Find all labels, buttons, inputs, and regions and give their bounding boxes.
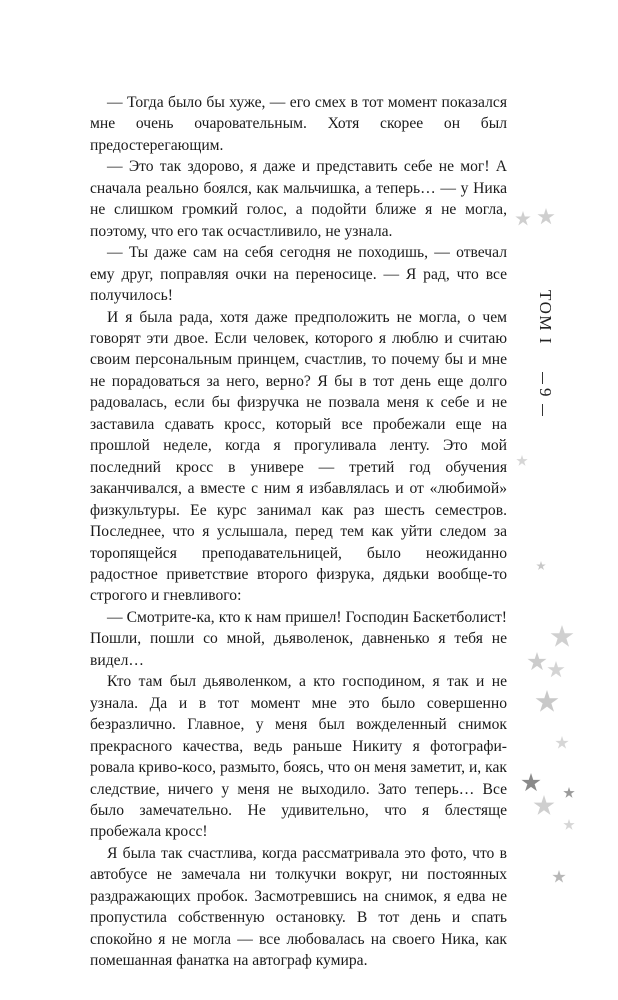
paragraph-2: — Это так здорово, я даже и представить себе не мог! А сначала реально боялся, как мальчишка, а теперь… — у Ника не слишком громкий голос, а подойти ближе я не могла, поэтому, что его так осчастливило, не узнала. <box>90 158 507 240</box>
star-icon <box>521 773 540 791</box>
paragraph-5: — Смотрите-ка, кто к нам пришел! Господин Баскетболист! Пошли, пошли со мной, дьяволенок, давненько я тебя не видел… <box>90 608 507 669</box>
star-icon <box>536 561 546 570</box>
star-icon <box>555 736 568 749</box>
running-head-volume: ТОМ I <box>536 290 555 345</box>
paragraph-1: — Тогда было бы хуже, — его смех в тот момент показался мне очень очаровательным. Хотя скорее он был предостерегающим. <box>90 94 507 154</box>
star-icon <box>552 870 565 883</box>
folio-rule-bottom <box>542 404 543 416</box>
paragraph-7: Я была так счастлива, когда рассматривала это фото, что в автобусе не замечала ни толкучки вокруг, ни постоянных раздражающих пробок. Засмотревшись на снимок, я едва не пропустила собственную остановку. В тот день и спать спокойно я не могла — все любовалась на своего Ника, как помешанная фанатка на автограф кумира. <box>90 844 507 970</box>
paragraph-6: Кто там был дьяволенком, а кто господином, я так и не узнала. Да и в тот момент мне это было совершенно безразлично. Главное, у меня был вожделенный снимок прекрасного качества, ведь раньше Никиту я фотографировала криво-косо, размыто, боясь, что он меня заметит, и, как следствие, ничего у меня не выходило. Зато теперь… Все было замечательно. Не удивительно, что я блестяще пробежала кросс! <box>90 673 507 841</box>
star-icon <box>527 652 546 670</box>
paragraph-4: И я была рада, хотя даже предположить не могла, о чем говорят эти двое. Если человек, которого я люблю и считаю своим персональным принцем, счастлив, то почему бы и мне не порадоваться за него, верно? Я бы в тот день еще долго радовалась, если бы физручка не позвала меня к себе и не заставила сдавать кросс, который все пробежали еще на прошлой неделе, когда я прогуливала ленту. Это мой последний кросс в универе — третий год обучения заканчивался, а вместе с ним я избавлялась и от «любимой» физкультуры. Ее курс занимал как раз шесть семестров. Последнее, что я услышала, перед тем как уйти следом за торопящейся преподавательницей, было неожиданно радостное приветствие второго физрука, дядьки вообще-то строгого и гневливого: <box>90 308 507 605</box>
folio-rule-top <box>542 372 543 384</box>
star-icon <box>547 661 564 677</box>
star-icon <box>563 787 574 798</box>
star-icon <box>515 211 530 225</box>
star-icon <box>551 625 574 647</box>
star-icon <box>534 795 555 815</box>
star-icon <box>537 208 554 224</box>
star-icon <box>516 455 527 466</box>
body-text <box>90 92 507 972</box>
page-number: 9 <box>536 388 555 397</box>
star-icon <box>536 690 559 712</box>
star-icon <box>563 819 574 830</box>
paragraph-3: — Ты даже сам на себя сегодня не походишь, — отвечал ему друг, поправляя очки на переносице. — Я рад, что все получилось! <box>90 244 507 305</box>
